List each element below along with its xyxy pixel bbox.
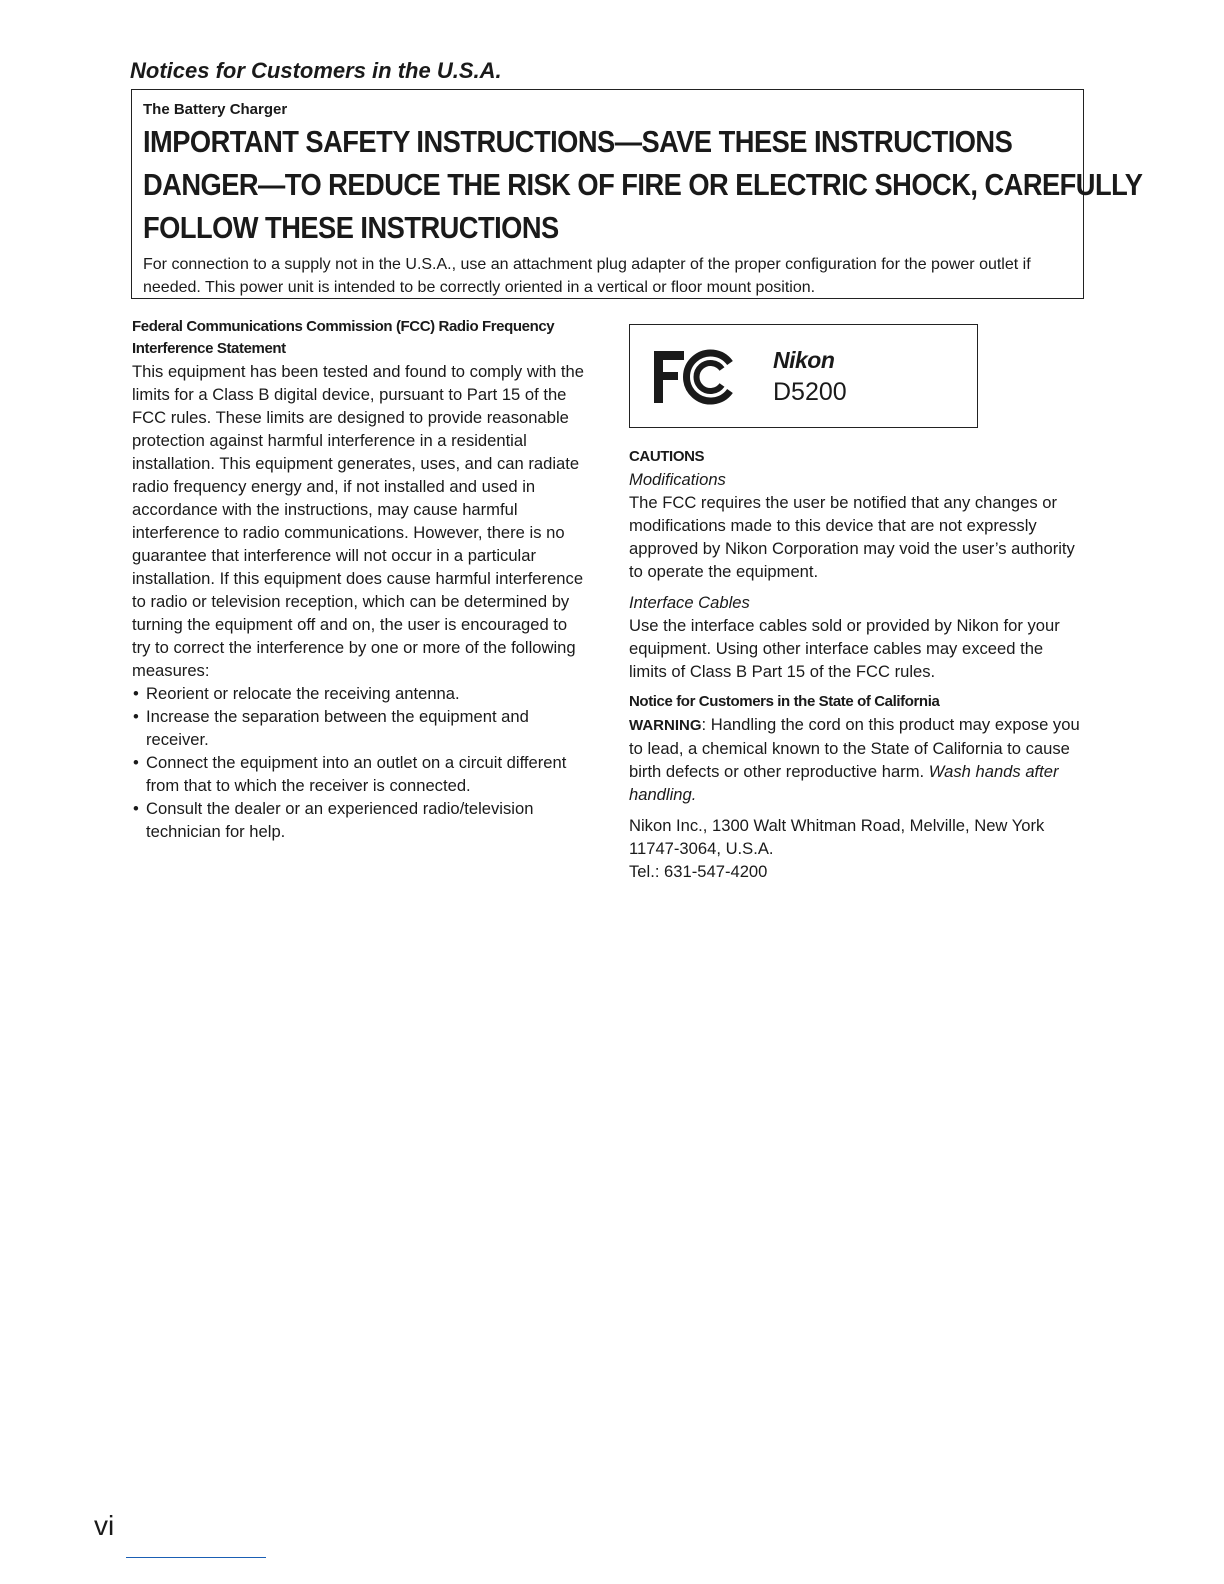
safety-heading-line-2: DANGER—TO REDUCE THE RISK OF FIRE OR ELECTRIC SHOCK, CAREFULLY (143, 167, 1143, 202)
warning-body: : Handling the cord on this product may expose you to lead, a chemical known to the State of California to cause birth defects or other reproductive harm. (629, 715, 1080, 781)
page-number: vi (94, 1510, 115, 1541)
model-name: D5200 (773, 378, 847, 406)
list-item: • Connect the equipment into an outlet on a circuit different from that to which the receiver is connected. (132, 751, 588, 797)
interface-cables-body: Use the interface cables sold or provided by Nikon for your equipment. Using other interface cables may exceed the limits of Class B Part 15 of the FCC rules. (629, 616, 1060, 681)
fcc-statement-heading (132, 316, 588, 360)
modifications-title: Modifications (629, 470, 726, 489)
interface-cables-title: Interface Cables (629, 593, 750, 612)
contact-block (629, 814, 1085, 883)
address-line-2: 11747-3064, U.S.A. (629, 839, 774, 858)
list-item: • Reorient or relocate the receiving antenna. (132, 682, 588, 705)
charger-note: For connection to a supply not in the U.S.A., use an attachment plug adapter of the proper configuration for the power outlet if needed. This power unit is intended to be correctly oriented in a vertical or floor mount position. (143, 256, 1031, 296)
page-title: Notices for Customers in the U.S.A. (130, 58, 502, 83)
modifications-body: The FCC requires the user be notified that any changes or modifications made to this device that are not expressly approved by Nikon Corporation may void the user’s authority to operate the equipment. (629, 493, 1075, 581)
brand-name: Nikon (773, 347, 835, 373)
charger-label: The Battery Charger (143, 101, 288, 118)
fcc-heading-line-1: Federal Communications Commission (FCC) Radio Frequency (132, 318, 555, 335)
interference-measures-list (132, 682, 588, 843)
cautions-heading: CAUTIONS (629, 448, 705, 465)
fcc-heading-line-2: Interference Statement (132, 340, 286, 357)
warning-label: WARNING (629, 717, 702, 734)
phone-number: Tel.: 631-547-4200 (629, 862, 768, 881)
footer-rule (126, 1557, 266, 1558)
safety-heading-line-3: FOLLOW THESE INSTRUCTIONS (143, 210, 559, 245)
wash-note: Wash hands after handling. (629, 762, 1059, 804)
fcc-statement-column (132, 316, 588, 843)
cautions-column (629, 324, 1085, 883)
address-line-1: Nikon Inc., 1300 Walt Whitman Road, Melville, New York (629, 816, 1045, 835)
california-warning (629, 713, 1085, 806)
fcc-statement-body: This equipment has been tested and found to comply with the limits for a Class B digital device, pursuant to Part 15 of the FCC rules. These limits are designed to provide reasonable protection against harmful interference in a residential installation. This equipment generates, uses, and can radiate radio frequency energy and, if not installed and used in accordance with the instructions, may cause harmful interference to radio communications. However, there is no guarantee that interference will not occur in a particular installation. If this equipment does cause harmful interference to radio or television reception, which can be determined by turning the equipment off and on, the user is encouraged to try to correct the interference by one or more of the following measures: (132, 362, 585, 680)
list-item: • Increase the separation between the equipment and receiver. (132, 705, 588, 751)
safety-heading-line-1: IMPORTANT SAFETY INSTRUCTIONS—SAVE THESE INSTRUCTIONS (143, 124, 1013, 159)
list-item: • Consult the dealer or an experienced radio/television technician for help. (132, 797, 588, 843)
fcc-logo-icon (652, 347, 736, 407)
california-heading: Notice for Customers in the State of California (629, 693, 940, 710)
fcc-label-box (629, 324, 978, 428)
battery-charger-notice (131, 89, 1143, 299)
